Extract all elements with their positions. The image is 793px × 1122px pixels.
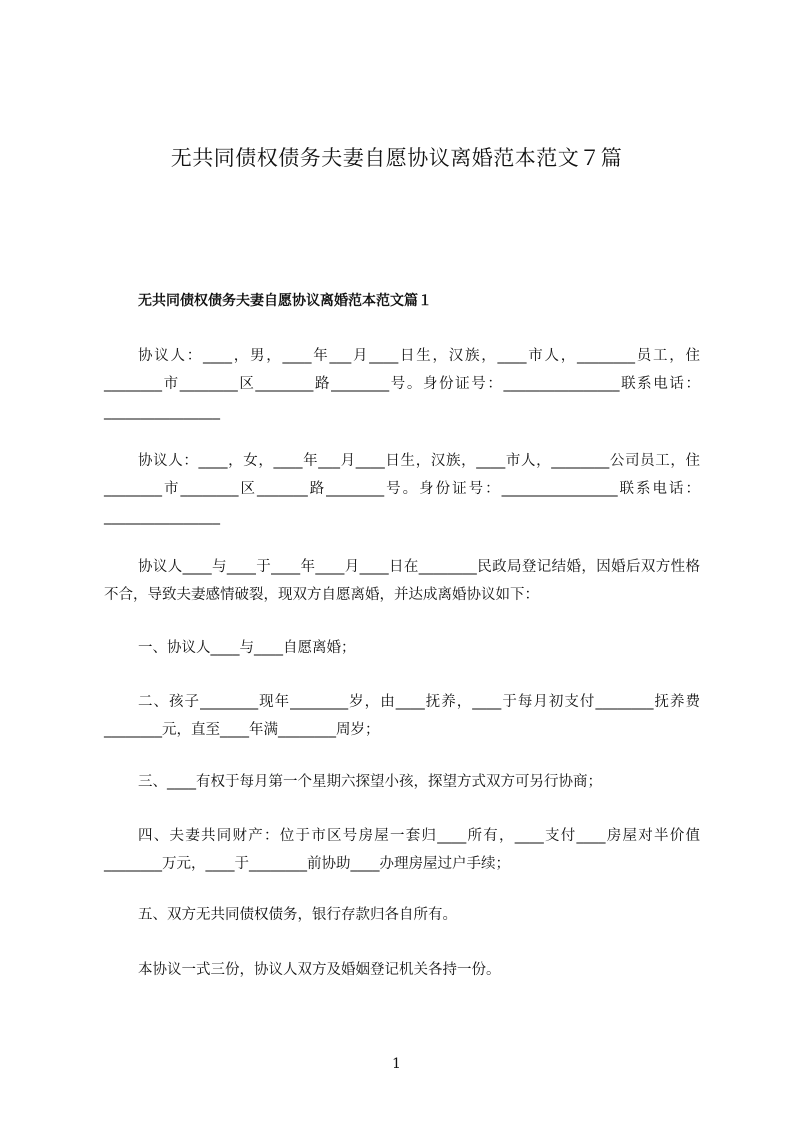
party-male-paragraph: 协议人：____，男，____年___月____日生，汉族，____市人，________员工，住________市________区________路________号。身份证号：________________联系电话：________________ xyxy=(104,348,700,420)
clause-5: 五、双方无共同债权债务，银行存款归各自所有。 xyxy=(138,907,457,923)
clause-3: 三、____有权于每月第一个星期六探望小孩，探望方式双方可另行协商； xyxy=(138,774,602,790)
marriage-background-paragraph: 协议人____与____于____年____月____日在________民政局登记结婚，因婚后双方性格不合，导致夫妻感情破裂，现双方自愿离婚，并达成离婚协议如下： xyxy=(104,559,700,603)
clause-2: 二、孩子________现年________岁，由____抚养，____于每月初支付________抚养费________元，直至____年满________周岁； xyxy=(104,694,700,738)
page-number: 1 xyxy=(392,1056,401,1072)
document-title: 无共同债权债务夫妻自愿协议离婚范本范文７篇 xyxy=(170,146,623,170)
clause-4: 四、夫妻共同财产：位于市区号房屋一套归____所有，____支付____房屋对半价值________万元，____于________前协助____办理房屋过户手续； xyxy=(104,828,700,872)
clause-1: 一、协议人____与____自愿离婚； xyxy=(138,640,356,656)
party-female-paragraph: 协议人：____，女，____年___月____日生，汉族，____市人，________公司员工，住________市________区_______路________号。身份证号：________________联系电话：________________ xyxy=(104,453,700,525)
copies-paragraph: 本协议一式三份，协议人双方及婚姻登记机关各持一份。 xyxy=(138,962,501,978)
section-heading: 无共同债权债务夫妻自愿协议离婚范本范文篇１ xyxy=(138,293,432,309)
